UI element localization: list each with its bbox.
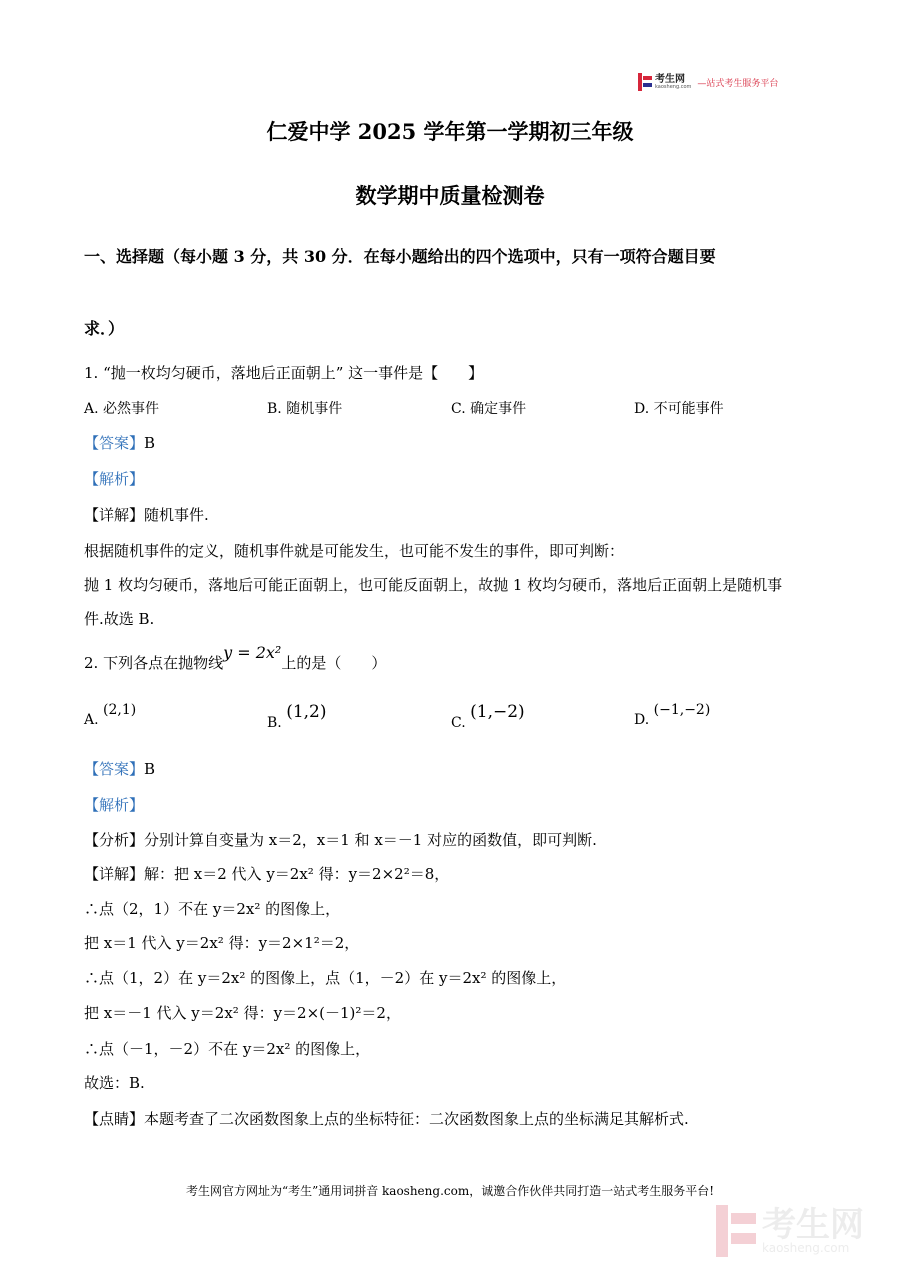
q2-fenxi: 【分析】分别计算自变量为 x＝2，x＝1 和 x＝－1 对应的函数值，即可判断. xyxy=(84,831,597,849)
q1-option-b: B. 随机事件 xyxy=(267,401,343,417)
q1-option-a: A. 必然事件 xyxy=(84,401,160,417)
q1-explain-1: 根据随机事件的定义，随机事件就是可能发生，也可能不发生的事件，即可判断： xyxy=(84,542,625,560)
page-title: 仁爱中学 2025 学年第一学期初三年级 xyxy=(266,119,634,144)
q2-analysis-tag: 【解析】 xyxy=(84,796,145,814)
q1-stem: 1. “抛一枚均匀硬币，落地后正面朝上” 这一事件是【 】 xyxy=(84,364,484,382)
q1-option-c: C. 确定事件 xyxy=(451,401,527,417)
q2-line-1: ∴点（2，1）不在 y＝2x² 的图像上， xyxy=(84,900,341,918)
q2-dianjing: 【点睛】本题考查了二次函数图象上点的坐标特征：二次函数图象上点的坐标满足其解析式. xyxy=(84,1110,689,1128)
q2-option-a: A. (2,1) xyxy=(84,702,137,728)
section-heading-cont: 求．） xyxy=(84,319,125,338)
q1-detail: 【详解】随机事件. xyxy=(84,506,209,524)
q2-stem-math: y = 2x² xyxy=(223,643,282,662)
q2-stem: 2. 下列各点在抛物线y = 2x²上的是（ ） xyxy=(84,643,387,672)
q1-explain-2: 抛 1 枚均匀硬币，落地后可能正面朝上，也可能反面朝上，故抛 1 枚均匀硬币，落地后正面朝上是随机事 xyxy=(84,576,783,594)
q2-line-2: 把 x＝1 代入 y＝2x² 得：y＝2×1²＝2， xyxy=(84,934,360,952)
watermark-mark-icon xyxy=(716,1205,756,1257)
logo-slogan: —站式考生服务平台 xyxy=(697,78,779,89)
section-heading: 一、选择题（每小题 3 分，共 30 分．在每小题给出的四个选项中，只有一项符合题目要 xyxy=(84,247,716,266)
watermark-cn: 考生网 xyxy=(762,1205,864,1245)
q2-line-5: ∴点（－1，－2）不在 y＝2x² 的图像上， xyxy=(84,1040,371,1058)
watermark-en: kaosheng.com xyxy=(762,1241,850,1255)
logo-en: kaosheng.com xyxy=(655,83,692,90)
q2-line-3: ∴点（1，2）在 y＝2x² 的图像上，点（1，－2）在 y＝2x² 的图像上， xyxy=(84,969,567,987)
q1-analysis-tag: 【解析】 xyxy=(84,470,145,488)
q2-option-d: D. (−1,−2) xyxy=(634,702,711,728)
q1-option-d: D. 不可能事件 xyxy=(634,401,724,417)
q1-explain-3: 件.故选 B. xyxy=(84,610,155,628)
logo-mark-icon xyxy=(638,73,652,91)
footer-text: 考生网官方网址为“考生”通用词拼音 kaosheng.com，诚邀合作伙伴共同打造一站式考生服务平台! xyxy=(185,1184,715,1198)
q2-option-c: C. (1,−2) xyxy=(451,702,525,731)
header-logo xyxy=(638,71,778,93)
q2-detail: 【详解】解：把 x＝2 代入 y＝2x² 得：y＝2×2²＝8， xyxy=(84,865,450,883)
q2-line-6: 故选：B. xyxy=(84,1074,145,1092)
watermark-logo xyxy=(716,1205,864,1257)
logo-cn: 考生网 xyxy=(655,73,685,85)
q2-answer: 【答案】B xyxy=(84,760,156,778)
q1-answer: 【答案】B xyxy=(84,434,156,452)
q2-line-4: 把 x＝－1 代入 y＝2x² 得：y＝2×(－1)²＝2， xyxy=(84,1004,401,1022)
page-subtitle: 数学期中质量检测卷 xyxy=(355,183,545,208)
q2-option-b: B. (1,2) xyxy=(267,702,327,731)
